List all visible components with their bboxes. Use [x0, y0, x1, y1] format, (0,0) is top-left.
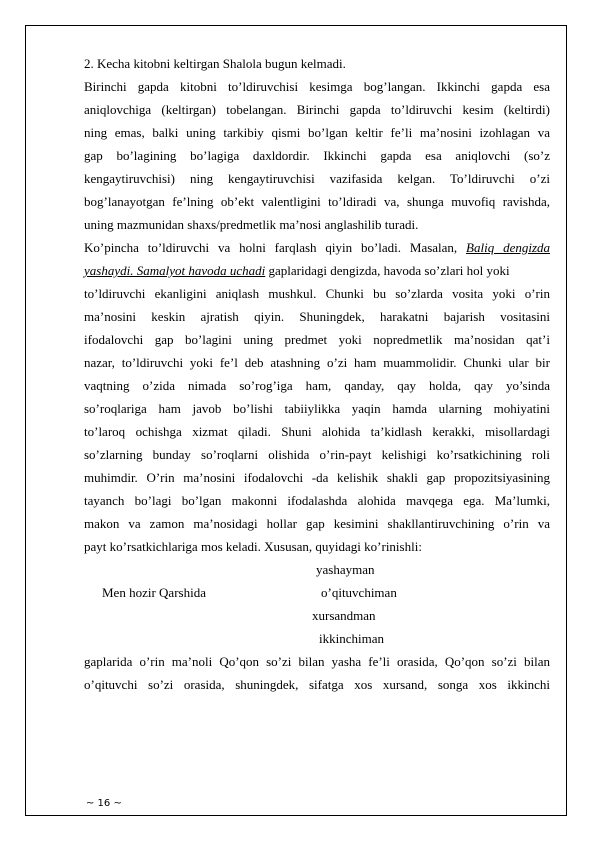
example-row-2: [84, 581, 550, 604]
paragraph-1-line-3: ning emas, balki uning tarkibiy qismi bo’lgan keltir fe’li ma’nosini izohlagan va: [84, 125, 550, 140]
paragraph-2-line-4: ma’nosini keskin ajratish qiyin. Shuningdek, harakatni bajarish vositasini: [84, 309, 550, 324]
paragraph-3-line-1: gaplarida o’rin ma’noli Qo’qon so’zi bilan yasha fe’li orasida, Qo’qon so’zi bilan: [84, 654, 550, 669]
page-content: [84, 52, 550, 696]
paragraph-1-line-4: gap bo’lagining bo’lagiga daxldordir. Ikkinchi gapda esa aniqlovchi (so’z: [84, 148, 550, 163]
example-sentence-1: Baliq dengizda: [466, 240, 550, 255]
example-row-1: [84, 558, 550, 581]
paragraph-2-line-7: vaqtning o’zida nimada so’rog’iga ham, qanday, qay holda, qay yo’sinda: [84, 378, 550, 393]
paragraph-2-line-10: so’zlarning bunday so’roqlarni olishida o’rin-payt kelishigi ko’rsatkichining roli: [84, 447, 550, 462]
paragraph-2-line-8: so’roqlariga ham javob bo’lishi tabiiylikka yaqin hamda ularning mohiyatini: [84, 401, 550, 416]
paragraph-2-intro: Ko’pincha to’ldiruvchi va holni farqlash qiyin bo’ladi. Masalan,: [84, 240, 458, 255]
paragraph-3-line-2: o’qituvchi so’zi orasida, shuningdek, sifatga xos xursand, songa xos ikkinchi: [84, 677, 550, 692]
paragraph-2-line-9: to’laroq ochishga xizmat qiladi. Shuni alohida ta’kidlash kerakki, misollardagi: [84, 424, 550, 439]
paragraph-1-line-7: uning mazmunidan shaxs/predmetlik ma’nosi anglashilib turadi.: [84, 217, 419, 232]
paragraph-2-line-14: payt ko’rsatkichlariga mos keladi. Xususan, quyidagi ko’rinishli:: [84, 539, 422, 554]
example-row-3: [84, 604, 550, 627]
example-predicate-1: yashayman: [316, 562, 375, 577]
paragraph-2-line-2-rest: gaplaridagi dengizda, havoda so’zlari hol yoki: [265, 263, 510, 278]
paragraph-2-line-6: nazar, to’ldiruvchi yoki fe’l deb atashning o’zi ham muammolidir. Chunki ular bir: [84, 355, 550, 370]
paragraph-1-line-1: Birinchi gapda kitobni to’ldiruvchisi kesimga bog’langan. Ikkinchi gapda esa: [84, 79, 550, 94]
example-predicate-2: o’qituvchiman: [321, 585, 397, 600]
example-subject: Men hozir Qarshida: [102, 585, 206, 600]
page-number: ~ 16 ~: [86, 798, 122, 809]
paragraph-2-line-13: makon va zamon ma’nosidagi hollar gap kesimini shakllantiruvchining o’rin va: [84, 516, 550, 531]
paragraph-2-line-1: [84, 236, 550, 259]
example-predicate-3: xursandman: [312, 608, 376, 623]
example-sentence-2: yashaydi. Samalyot havoda uchadi: [84, 263, 266, 278]
paragraph-1-line-2: aniqlovchiga (keltirgan) tobelangan. Birinchi gapda to’ldiruvchi kesim (keltirdi): [84, 102, 550, 117]
paragraph-2-line-3: to’ldiruvchi ekanligini aniqlash mushkul. Chunki bu so’zlarda vosita yoki o’rin: [84, 286, 550, 301]
paragraph-1-line-6: bog’lanayotgan fe’lning ob’ekt valentligini to’ldiradi va, shunga muvofiq ravishda,: [84, 194, 550, 209]
paragraph-2-line-11: muhimdir. O’rin ma’nosini ifodalovchi -da kelishik shakli gap propozitsiyasining: [84, 470, 550, 485]
paragraph-2-line-12: tayanch bo’lagi bo’lgan makonni ifodalashda alohida mavqega ega. Ma’lumki,: [84, 493, 550, 508]
example-predicate-4: ikkinchiman: [319, 631, 384, 646]
example-row-4: [84, 627, 550, 650]
paragraph-2-line-2: [84, 259, 550, 282]
paragraph-1-line-5: kengaytiruvchisi) ning kengaytiruvchisi vazifasida kelgan. To’ldiruvchi o’zi: [84, 171, 550, 186]
paragraph-2-line-5: ifodalovchi gap bo’lagini uning predmet yoki nopredmetlik ma’nosidan qat’i: [84, 332, 550, 347]
sentence-2: 2. Kecha kitobni keltirgan Shalola bugun kelmadi.: [84, 56, 346, 71]
